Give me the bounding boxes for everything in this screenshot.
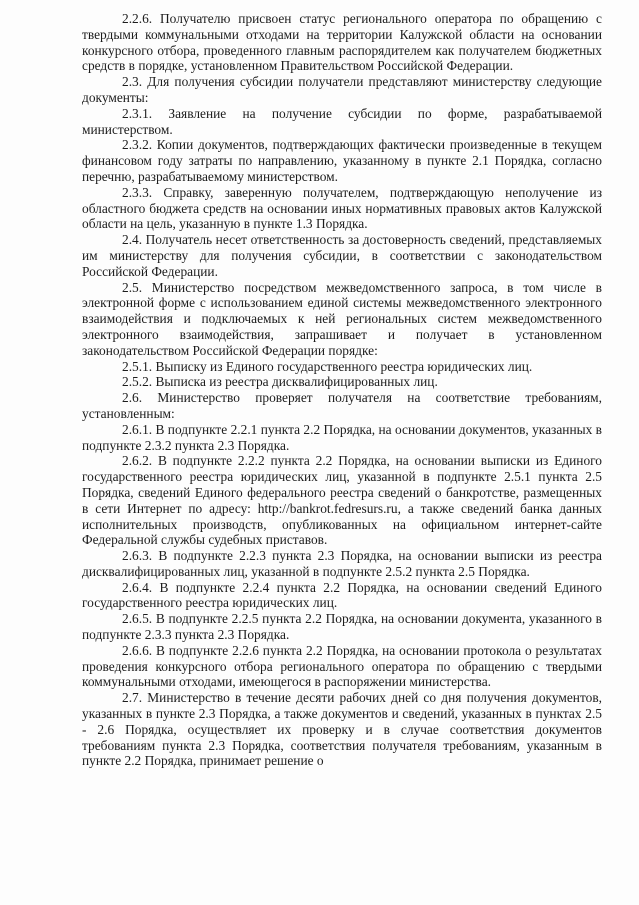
paragraph-2-4: 2.4. Получатель несет ответственность за достоверность сведений, представляемых им министерству для получения субсидии, в соответствии с законодательством Российской Федерации. <box>82 232 602 279</box>
paragraph-2-5-1: 2.5.1. Выписку из Единого государственного реестра юридических лиц. <box>122 358 533 374</box>
paragraph-2-3: 2.3. Для получения субсидии получатели представляют министерству следующие документы: <box>82 74 602 105</box>
paragraph-2-6-5: 2.6.5. В подпункте 2.2.5 пункта 2.2 Порядка, на основании документа, указанного в подпункте 2.3.3 пункта 2.3 Порядка. <box>82 611 602 643</box>
paragraph-2-5-2: 2.5.2. Выписка из реестра дисквалифицированных лиц. <box>122 374 438 390</box>
paragraph-2-2-6: 2.2.6. Получателю присвоен статус регионального оператора по обращению с твердыми коммунальными отходами на территории Калужской области на основании конкурсного отбора, проведенного главным распорядителем как получателем бюджетных средств в порядке, установленном Правительством Российской Федерации. <box>82 11 602 74</box>
paragraph-2-6-4: 2.6.4. В подпункте 2.2.4 пункта 2.2 Порядка, на основании сведений Единого государственного реестра юридических лиц. <box>82 579 602 611</box>
paragraph-2-6-1: 2.6.1. В подпункте 2.2.1 пункта 2.2 Порядка, на основании документов, указанных в подпункте 2.3.2 пункта 2.3 Порядка. <box>82 421 602 453</box>
paragraph-2-7: 2.7. Министерство в течение десяти рабочих дней со дня получения документов, указанных в пункте 2.3 Порядка, а также документов и сведений, указанных в пунктах 2.5 - 2.6 Порядка, осуществляет их проверку и в случае соответствия документов требованиям пункта 2.3 Порядка, соответствия получателя требованиям, указанным в пункте 2.2 Порядка, принимает решение о <box>82 690 602 769</box>
paragraph-2-6-3: 2.6.3. В подпункте 2.2.3 пункта 2.3 Порядка, на основании выписки из реестра дисквалифицированных лиц, указанной в подпункте 2.5.2 пункта 2.5 Порядка. <box>82 548 602 579</box>
paragraph-2-3-2: 2.3.2. Копии документов, подтверждающих фактически произведенные в текущем финансовом году затраты по направлению, указанному в пункте 2.1 Порядка, согласно перечню, разрабатываемому министерством. <box>82 137 602 184</box>
paragraph-2-6-6: 2.6.6. В подпункте 2.2.6 пункта 2.2 Порядка, на основании протокола о результатах проведения конкурсного отбора регионального оператора по обращению с твердыми коммунальными отходами, имеющегося в распоряжении министерства. <box>82 642 602 690</box>
paragraph-2-3-3: 2.3.3. Справку, заверенную получателем, подтверждающую неполучение из областного бюджета средств на основании иных нормативных правовых актов Калужской области на цель, указанную в пункте 1.3 Порядка. <box>82 184 602 232</box>
paragraph-2-6: 2.6. Министерство проверяет получателя на соответствие требованиям, установленным: <box>82 390 602 421</box>
paragraph-2-5: 2.5. Министерство посредством межведомственного запроса, в том числе в электронной форме с использованием единой системы межведомственного электронного взаимодействия и подключаемых к ней региональных систем межведомственного электронного взаимодействия, запрашивает и получает в установленном законодательством Российской Федерации порядке: <box>82 279 602 358</box>
document-body <box>82 11 602 769</box>
paragraph-2-3-1: 2.3.1. Заявление на получение субсидии по форме, разрабатываемой министерством. <box>82 105 602 137</box>
paragraph-2-6-2: 2.6.2. В подпункте 2.2.2 пункта 2.2 Порядка, на основании выписки из Единого государственного реестра юридических лиц, указанной в подпункте 2.5.1 пункта 2.5 Порядка, сведений Единого федерального реестра сведений о банкротстве, размещенных в сети Интернет по адресу: http://bankrot.fedresurs.ru, а также сведений банка данных исполнительных производств, опубликованных на официальном интернет-сайте Федеральной службы судебных приставов. <box>82 453 602 548</box>
